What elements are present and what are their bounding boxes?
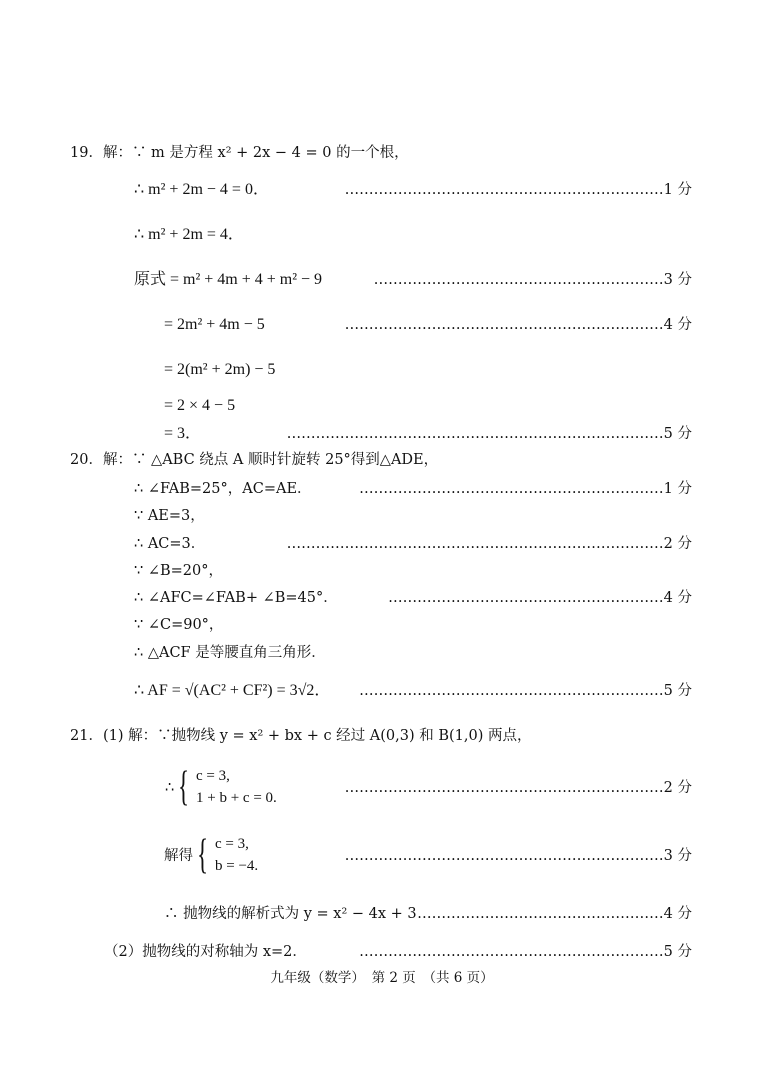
system-row: b = −4. [215, 858, 259, 874]
q20-line-8 [0, 640, 764, 666]
q19-step: = 2(m² + 2m) − 5 [164, 361, 276, 378]
q21-points: ………………………………………………………5 分 [359, 944, 692, 960]
q19-step: 原式 = m² + 4m + 4 + m² − 9 [134, 271, 323, 288]
q19-points: …………………………………………………………4 分 [344, 317, 692, 333]
q19-step: ∴ m² + 2m − 4 = 0． [134, 181, 269, 198]
q20-points: ………………………………………………………1 分 [359, 481, 692, 497]
q20-step: ∵ ∠B=20°， [134, 563, 223, 579]
left-brace: { [197, 832, 209, 878]
q21-system-2-line [0, 843, 764, 869]
q19-line-5 [0, 312, 764, 338]
q21-equation-system-1 [178, 766, 288, 812]
q20-points: ……………………………………………………………………2 分 [286, 536, 692, 552]
q21-solve-label: 解得 [164, 848, 193, 864]
q19-line-4 [0, 267, 764, 293]
q19-line-1 [0, 140, 764, 166]
q19-step: = 2m² + 4m − 5 [164, 316, 265, 333]
page-footer: 九年级（数学） 第 2 页 （共 6 页） [270, 970, 494, 986]
q20-step: ∴ AF = √(AC² + CF²) = 3√2． [134, 682, 331, 699]
q21-therefore: ∴ [165, 780, 175, 796]
q20-step: ∵ ∠C=90°， [134, 617, 224, 633]
q20-line-5 [0, 558, 764, 584]
q21-statement: 21．(1) 解：∵抛物线 y = x² + bx + c 经过 A(0,3) 和 B(1,0) 两点， [70, 728, 532, 744]
q20-points: ………………………………………………………5 分 [359, 683, 692, 699]
q21-line-1 [0, 723, 764, 749]
q21-step: （2）抛物线的对称轴为 x=2． [104, 944, 307, 960]
system-row: c = 3, [196, 768, 230, 784]
q20-step: ∴ ∠FAB=25°，AC=AE． [134, 481, 312, 497]
q19-step: = 3． [164, 425, 202, 442]
q19-points: ……………………………………………………3 分 [373, 272, 692, 288]
q20-line-3 [0, 503, 764, 529]
q21-line-5 [0, 939, 764, 965]
q21-step: ∴ 抛物线的解析式为 y = x² − 4x + 3 [164, 906, 417, 922]
q20-step: ∴ △ACF 是等腰直角三角形． [134, 645, 326, 661]
q21-line-4 [0, 901, 764, 927]
q20-step: ∴ ∠AFC=∠FAB+ ∠B=45°． [134, 590, 338, 606]
q20-step: ∵ AE=3， [134, 508, 205, 524]
q20-line-2 [0, 476, 764, 502]
system-row: 1 + b + c = 0. [196, 790, 277, 806]
q20-line-6 [0, 585, 764, 611]
q19-points: …………………………………………………………1 分 [344, 182, 692, 198]
left-brace: { [178, 764, 190, 810]
q19-line-8 [0, 421, 764, 447]
q20-line-7 [0, 612, 764, 638]
q19-step: = 2 × 4 − 5 [164, 397, 236, 414]
q20-line-9 [0, 678, 764, 704]
q20-line-1 [0, 447, 764, 473]
q19-points: ……………………………………………………………………5 分 [286, 426, 692, 442]
q20-step: ∴ AC=3． [134, 536, 206, 552]
system-row: c = 3, [215, 836, 249, 852]
q20-line-4 [0, 531, 764, 557]
q21-points: …………………………………………………………2 分 [344, 780, 692, 796]
q21-points: ……………………………………………4 分 [417, 906, 692, 922]
q20-statement: 20．解：∵ △ABC 绕点 A 顺时针旋转 25°得到△ADE， [70, 452, 439, 468]
q19-line-2 [0, 177, 764, 203]
q19-line-6 [0, 357, 764, 383]
q19-line-3 [0, 222, 764, 248]
q20-points: …………………………………………………4 分 [388, 590, 692, 606]
q19-line-7 [0, 393, 764, 419]
q21-points: …………………………………………………………3 分 [344, 848, 692, 864]
q19-statement: 19．解：∵ m 是方程 x² + 2x − 4 = 0 的一个根， [70, 145, 409, 161]
q19-step: ∴ m² + 2m = 4． [134, 226, 244, 243]
q21-equation-system-2 [197, 834, 277, 880]
q21-system-1-line [0, 775, 764, 801]
